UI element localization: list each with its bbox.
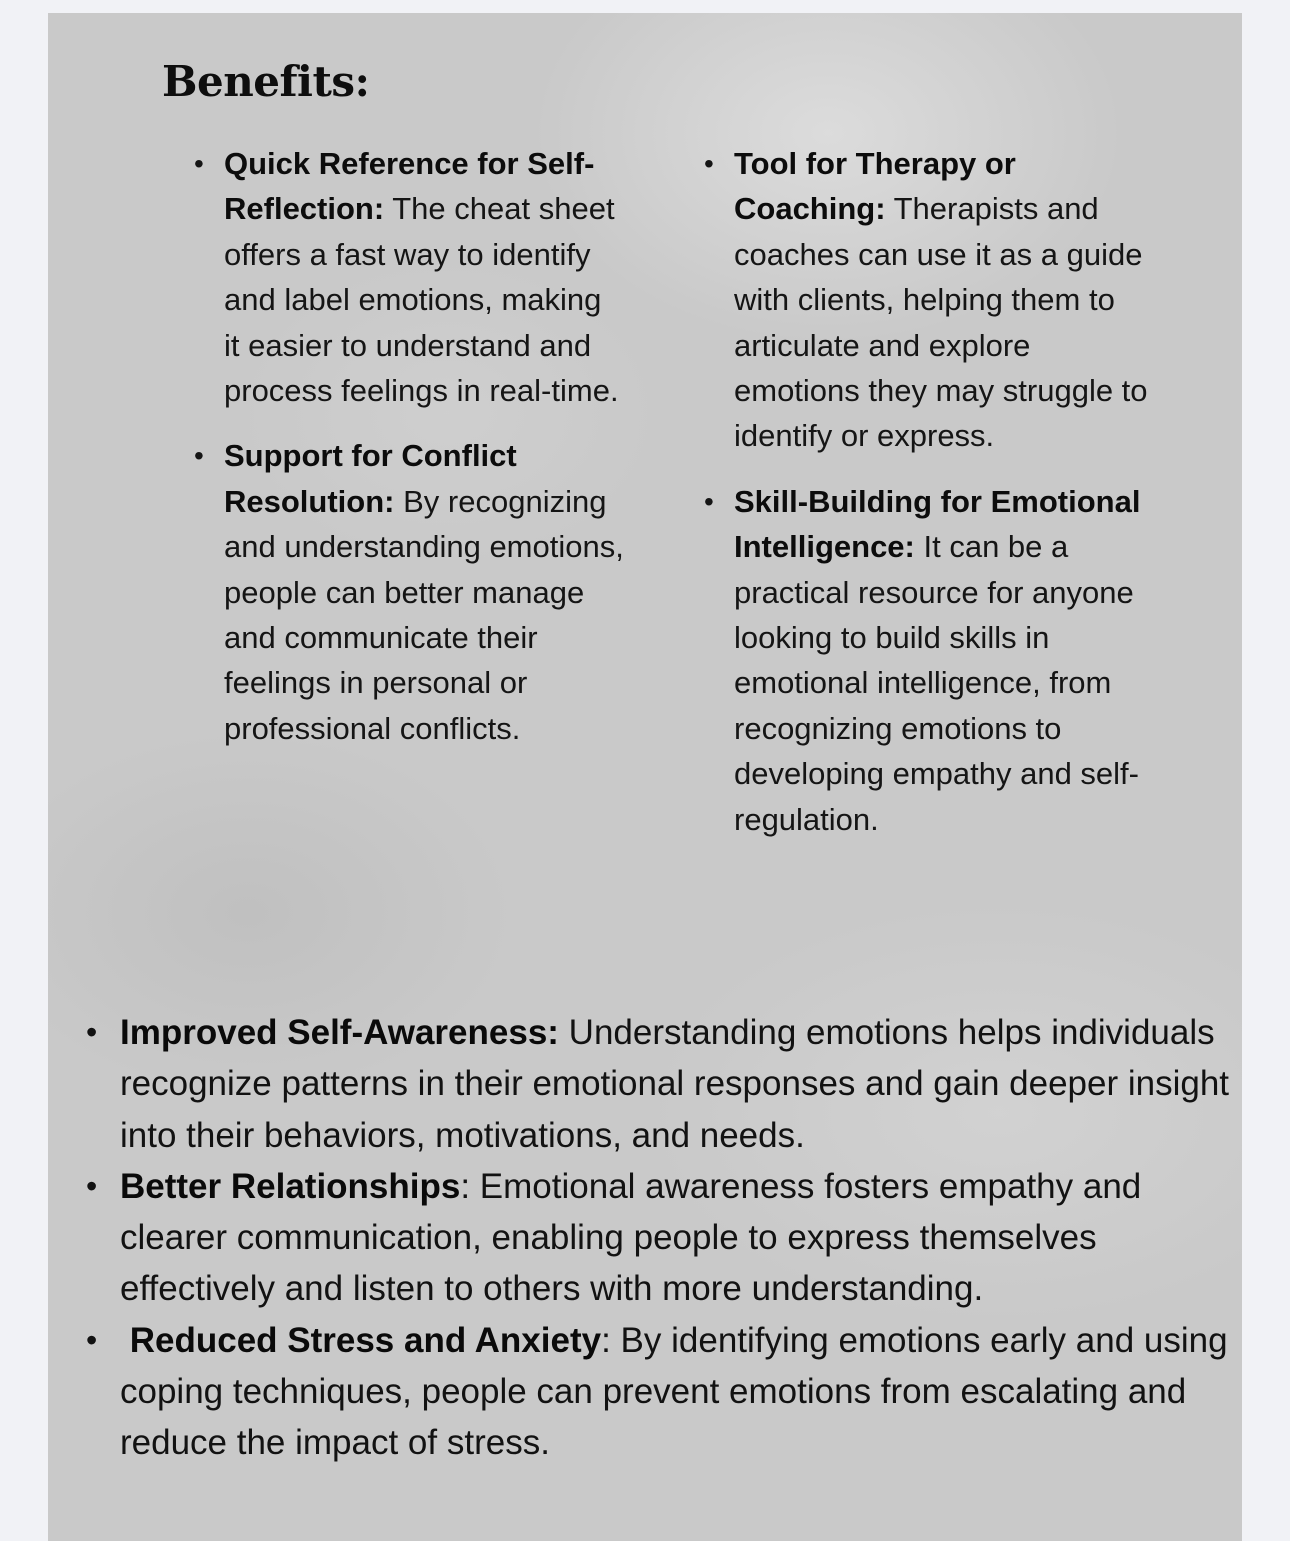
left-column-list — [194, 141, 624, 751]
bullet-icon: • — [704, 148, 714, 179]
item-text: It can be a practical resource for anyone looking to build skills in emotional intelligence, from recognizing emotions to developing empathy and self-regulation. — [734, 529, 1139, 837]
document-page — [48, 13, 1242, 1541]
item-text: The cheat sheet offers a fast way to identify and label emotions, making it easier to understand and process feelings in real-time. — [224, 191, 619, 409]
right-column-list — [704, 141, 1154, 842]
list-item-reduced-stress — [86, 1315, 1230, 1469]
list-item-relationships — [86, 1161, 1230, 1315]
list-item-self-awareness — [86, 1007, 1230, 1161]
item-text: : Emotional awareness fosters empathy and clearer communication, enabling people to express themselves effectively and listen to others with more understanding. — [120, 1166, 1142, 1309]
item-text: Understanding emotions helps individuals recognize patterns in their emotional responses and gain deeper insight into their behaviors, motivations, and needs. — [120, 1013, 1230, 1155]
bullet-icon: • — [194, 148, 204, 179]
item-heading: Support for Conflict Resolution: — [224, 438, 517, 519]
item-heading: Better Relationships — [120, 1166, 461, 1206]
bottom-benefits-list — [86, 1007, 1230, 1469]
item-text: By recognizing and understanding emotions, people can better manage and communicate their feelings in personal or professional conflicts. — [224, 483, 624, 746]
item-heading: Tool for Therapy or Coaching: — [734, 146, 1016, 227]
bullet-icon: • — [704, 485, 714, 517]
list-item-conflict-resolution — [194, 433, 624, 751]
bullet-icon: • — [86, 1014, 98, 1050]
bullet-icon: • — [86, 1167, 98, 1204]
item-heading: Quick Reference for Self-Reflection: — [224, 146, 595, 227]
item-text: : By identifying emotions early and using coping techniques, people can prevent emotions from escalating and reduce the impact of stress. — [120, 1320, 1228, 1463]
item-text: Therapists and coaches can use it as a guide with clients, helping them to articulate and explore emotions they may struggle to identify or express. — [734, 191, 1148, 454]
page-title: Benefits: — [162, 57, 370, 106]
item-heading: Improved Self-Awareness: — [120, 1013, 559, 1052]
list-item-therapy-tool — [704, 141, 1154, 459]
list-item-quick-reference — [194, 141, 624, 413]
bullet-icon: • — [86, 1321, 98, 1358]
list-item-skill-building — [704, 479, 1154, 842]
item-heading: Reduced Stress and Anxiety — [120, 1320, 602, 1360]
item-heading: Skill-Building for Emotional Intelligence: — [734, 483, 1141, 565]
bullet-icon: • — [194, 440, 204, 472]
